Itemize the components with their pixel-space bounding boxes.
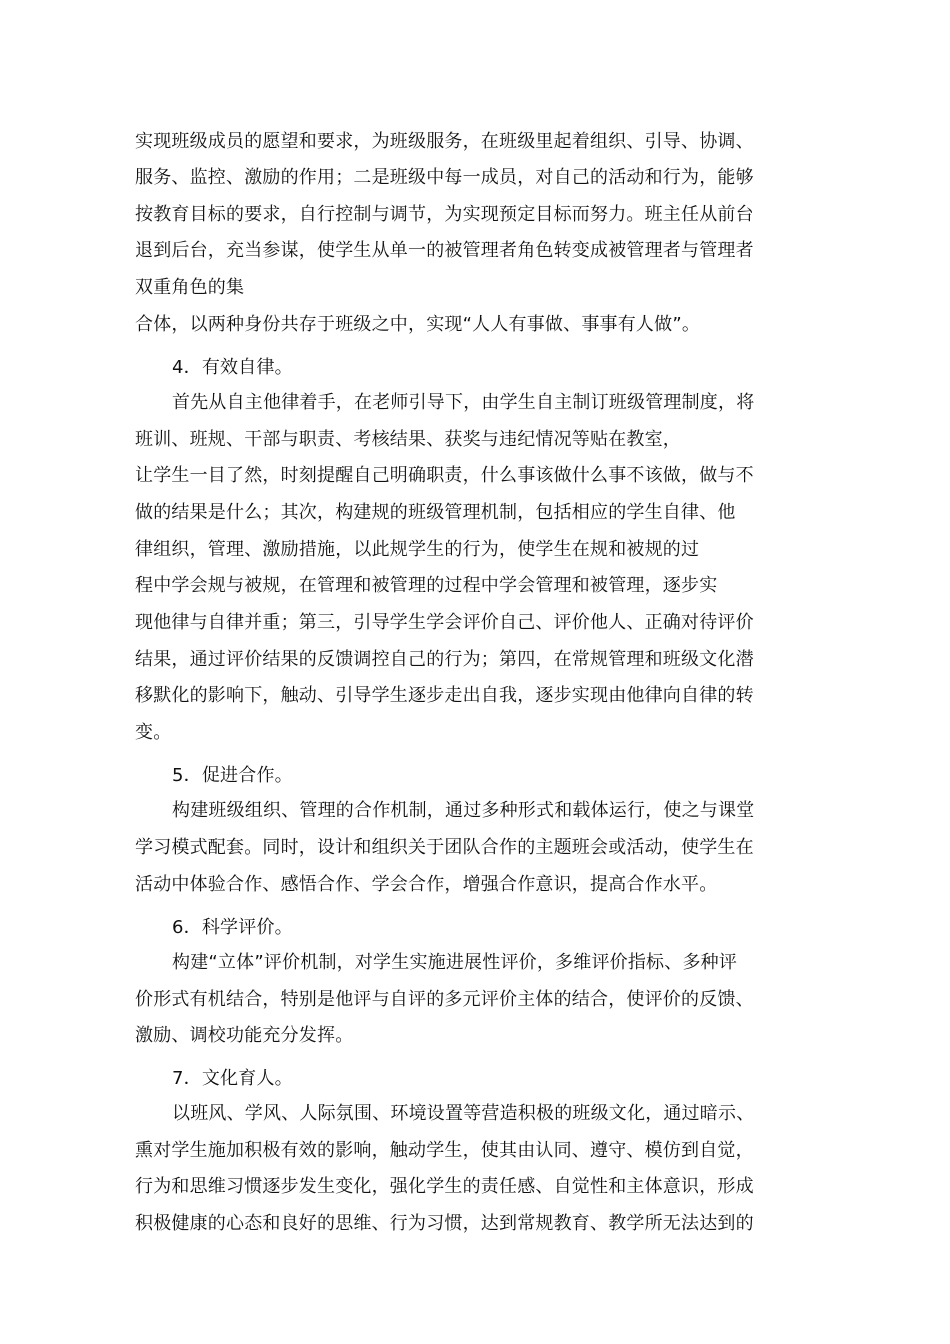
text-line: 价形式有机结合，特别是他评与自评的多元评价主体的结合，使评价的反馈、: [135, 989, 754, 1010]
text-line: 行为和思维习惯逐步发生变化，强化学生的责任感、自觉性和主体意识，形成: [135, 1176, 754, 1197]
text-line: 律组织，管理、激励措施，以此规学生的行为，使学生在规和被规的过: [135, 539, 700, 560]
text-line: 合体，以两种身份共存于班级之中，实现“人人有事做、事事有人做”。: [135, 314, 701, 335]
text-line: 变。: [135, 722, 172, 743]
text-line: 构建“立体”评价机制，对学生实施进展性评价，多维评价指标、多种评: [172, 952, 738, 973]
text-line: 退到后台，充当参谋，使学生从单一的被管理者角色转变成被管理者与管理者: [135, 240, 754, 261]
text-line: 班训、班规、干部与职责、考核结果、获奖与违纪情况等贴在教室，: [135, 429, 681, 450]
text-line: 以班风、学风、人际氛围、环境设置等营造积极的班级文化，通过暗示、: [172, 1103, 755, 1124]
text-line: 构建班级组织、管理的合作机制，通过多种形式和载体运行，使之与课堂: [172, 800, 755, 821]
section-heading: 5．促进合作。: [172, 765, 293, 786]
text-line: 激励、调校功能充分发挥。: [135, 1025, 354, 1046]
section-heading: 4．有效自律。: [172, 357, 293, 378]
text-line: 学习模式配套。同时，设计和组织关于团队合作的主题班会或活动，使学生在: [135, 837, 754, 858]
text-line: 双重角色的集: [135, 277, 245, 298]
text-line: 让学生一目了然，时刻提醒自己明确职责，什么事该做什么事不该做，做与不: [135, 465, 754, 486]
text-line: 实现班级成员的愿望和要求，为班级服务，在班级里起着组织、引导、协调、: [135, 131, 754, 152]
text-line: 积极健康的心态和良好的思维、行为习惯，达到常规教育、教学所无法达到的: [135, 1213, 754, 1234]
text-line: 服务、监控、激励的作用；二是班级中每一成员，对自己的活动和行为，能够: [135, 167, 754, 188]
text-line: 活动中体验合作、感悟合作、学会合作，增强合作意识，提高合作水平。: [135, 874, 718, 895]
text-line: 首先从自主他律着手，在老师引导下，由学生自主制订班级管理制度，将: [172, 392, 755, 413]
text-line: 程中学会规与被规，在管理和被管理的过程中学会管理和被管理，逐步实: [135, 575, 718, 596]
text-line: 结果，通过评价结果的反馈调控自己的行为；第四，在常规管理和班级文化潜: [135, 649, 754, 670]
section-heading: 6．科学评价。: [172, 917, 293, 938]
section-heading: 7．文化育人。: [172, 1068, 293, 1089]
text-line: 现他律与自律并重；第三，引导学生学会评价自己、评价他人、正确对待评价: [135, 612, 754, 633]
text-line: 移默化的影响下，触动、引导学生逐步走出自我，逐步实现由他律向自律的转: [135, 685, 754, 706]
text-line: 按教育目标的要求，自行控制与调节，为实现预定目标而努力。班主任从前台: [135, 204, 754, 225]
text-line: 做的结果是什么；其次，构建规的班级管理机制，包括相应的学生自律、他: [135, 502, 736, 523]
text-line: 熏对学生施加积极有效的影响，触动学生，使其由认同、遵守、模仿到自觉，: [135, 1140, 754, 1161]
